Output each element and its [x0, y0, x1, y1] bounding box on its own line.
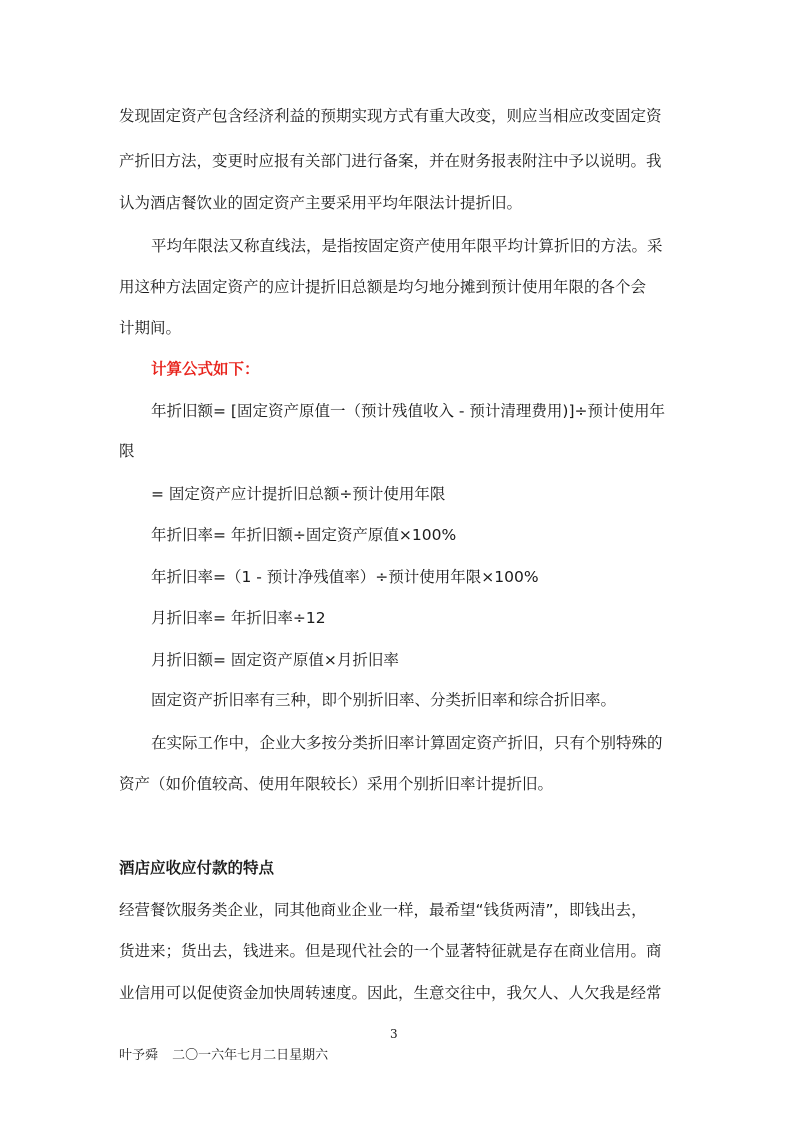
- paragraph-line: 平均年限法又称直线法，是指按固定资产使用年限平均计算折旧的方法。采: [151, 237, 663, 255]
- paragraph-line: 发现固定资产包含经济利益的预期实现方式有重大改变，则应当相应改变固定资: [119, 107, 662, 125]
- paragraph-line: 资产（如价值较高、使用年限较长）采用个别折旧率计提折旧。: [119, 775, 554, 793]
- formula-line: 年折旧率= 年折旧额÷固定资产原值×100%: [151, 526, 457, 544]
- section-heading: 酒店应收应付款的特点: [119, 859, 275, 877]
- formula-line: 限: [119, 442, 135, 460]
- paragraph-line: 在实际工作中，企业大多按分类折旧率计算固定资产折旧，只有个别特殊的: [151, 734, 663, 752]
- paragraph-line: 固定资产折旧率有三种，即个别折旧率、分类折旧率和综合折旧率。: [151, 691, 617, 709]
- formula-line: 月折旧率= 年折旧率÷12: [151, 609, 326, 627]
- formula-line: 年折旧额= [固定资产原值一（预计残值收入 - 预计清理费用)]÷预计使用年: [151, 402, 665, 420]
- paragraph-line: 业信用可以促使资金加快周转速度。因此，生意交往中，我欠人、人欠我是经常: [119, 984, 662, 1002]
- formula-line: = 固定资产应计提折旧总额÷预计使用年限: [151, 485, 446, 503]
- paragraph-line: 经营餐饮服务类企业，同其他商业企业一样，最希望“钱货两清”，即钱出去，: [119, 901, 647, 919]
- paragraph-line: 产折旧方法，变更时应报有关部门进行备案，并在财务报表附注中予以说明。我: [119, 152, 662, 170]
- formula-line: 月折旧额= 固定资产原值×月折旧率: [151, 651, 399, 669]
- footer-date: 二〇一六年七月二日星期六: [172, 1048, 329, 1063]
- formula-line: 年折旧率=（1 - 预计净残值率）÷预计使用年限×100%: [151, 568, 539, 586]
- paragraph-line: 用这种方法固定资产的应计提折旧总额是均匀地分摊到预计使用年限的各个会: [119, 278, 647, 296]
- page-number: 3: [390, 1027, 398, 1041]
- paragraph-line: 计期间。: [119, 319, 182, 337]
- formula-heading: 计算公式如下：: [151, 360, 260, 378]
- page-footer: [119, 1044, 338, 1063]
- paragraph-line: 认为酒店餐饮业的固定资产主要采用平均年限法计提折旧。: [119, 194, 523, 212]
- footer-author: 叶予舜: [119, 1048, 159, 1063]
- paragraph-line: 货进来；货出去，钱进来。但是现代社会的一个显著特征就是存在商业信用。商: [119, 942, 662, 960]
